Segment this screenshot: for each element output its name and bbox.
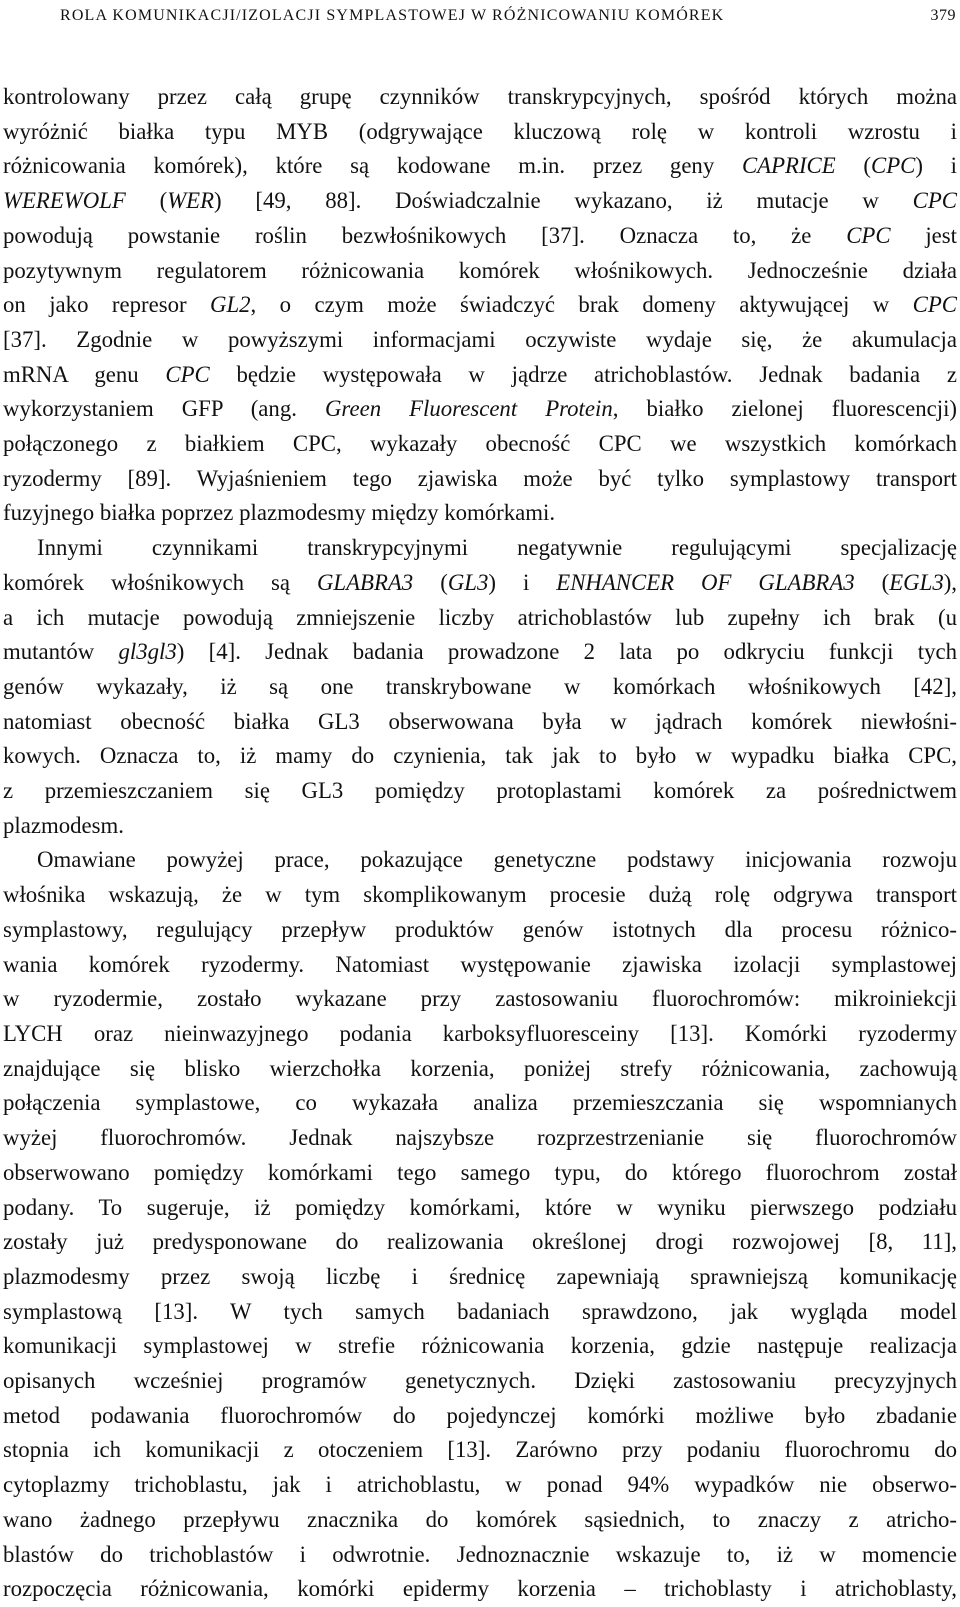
italic-term: CPC <box>846 222 891 248</box>
text-run: natomiast obecność białka GL3 obserwowana była w jądrach komórek niewłośni- <box>3 708 957 734</box>
text-run: włośnika wskazują, że w tym skomplikowanym procesie dużą rolę odgrywa transport <box>3 882 957 908</box>
text-line <box>3 462 957 497</box>
italic-term: WER <box>167 188 215 214</box>
text-line <box>3 635 957 670</box>
text-line <box>3 705 957 740</box>
text-run: symplastową [13]. W tych samych badaniach sprawdzono, jak wygląda model <box>3 1298 957 1324</box>
text-line <box>3 1329 957 1364</box>
text-run: podany. To sugeruje, iż pomiędzy komórkami, które w wyniku pierwszego podziału <box>3 1194 957 1220</box>
text-line <box>3 1017 957 1052</box>
text-line <box>3 982 957 1017</box>
text-run: metod podawania fluorochromów do pojedynczej komórki możliwe było zbadanie <box>3 1402 957 1428</box>
text-line <box>3 878 957 913</box>
text-run: ) [4]. Jednak badania prowadzone 2 lata po odkryciu funkcji tych <box>176 639 957 665</box>
text-line <box>3 948 957 983</box>
paragraph <box>3 531 957 843</box>
text-line <box>3 1433 957 1468</box>
text-run: ) i <box>488 569 557 595</box>
text-line <box>3 1572 957 1607</box>
text-line <box>3 1191 957 1226</box>
italic-term: Green Fluorescent Protein <box>324 396 613 422</box>
text-run: rozpoczęcia różnicowania, komórki epidermy korzenia – trichoblasty i atrichoblasty, <box>3 1576 957 1602</box>
italic-term: WEREWOLF <box>3 188 126 214</box>
italic-term: CAPRICE <box>741 153 836 179</box>
text-run: mRNA genu <box>3 361 166 387</box>
text-run: , białko zielonej fluorescencji) <box>612 396 958 422</box>
text-run: on jako represor <box>3 292 210 318</box>
text-run: pozytywnym regulatorem różnicowania komórek włośnikowych. Jednocześnie działa <box>3 257 957 283</box>
text-run: fuzyjnego białka poprzez plazmodesmy między komórkami. <box>3 500 556 526</box>
text-line <box>3 288 957 323</box>
paragraph <box>3 843 957 1606</box>
text-run: komunikacji symplastowej w strefie różnicowania korzenia, gdzie następuje realizacja <box>3 1333 957 1359</box>
running-header <box>60 4 956 28</box>
text-run: powodują powstanie roślin bezwłośnikowych [37]. Oznacza to, że <box>3 222 847 248</box>
text-line <box>3 1260 957 1295</box>
text-line <box>3 843 957 878</box>
text-run: ( <box>854 569 890 595</box>
text-line <box>3 115 957 150</box>
text-run: stopnia ich komunikacji z otoczeniem [13]. Zarówno przy podaniu fluorochromu do <box>3 1437 957 1463</box>
text-line <box>3 219 957 254</box>
italic-term: CPC <box>165 361 210 387</box>
text-run: ( <box>835 153 872 179</box>
text-line <box>3 601 957 636</box>
italic-term: CPC <box>871 153 916 179</box>
text-run: symplastowy, regulujący przepływ produktów genów istotnych dla procesu różnico- <box>3 916 957 942</box>
text-run: zostały już predysponowane do realizowania określonej drogi rozwojowej [8, 11], <box>3 1229 957 1255</box>
text-run: a ich mutacje powodują zmniejszenie liczby atrichoblastów lub zupełny ich brak (u <box>3 604 957 630</box>
text-line <box>3 531 957 566</box>
text-line <box>3 1538 957 1573</box>
italic-term: ENHANCER OF GLABRA3 <box>556 569 855 595</box>
text-run: mutantów <box>3 639 119 665</box>
text-run: będzie występowała w jądrze atrichoblastów. Jednak badania z <box>209 361 957 387</box>
text-line <box>3 80 957 115</box>
text-run: kowych. Oznacza to, iż mamy do czynienia, tak jak to było w wypadku białka CPC, <box>3 743 957 769</box>
text-line <box>3 739 957 774</box>
text-run: jest <box>890 222 958 248</box>
italic-term: gl3gl3 <box>118 639 177 665</box>
text-run: plazmodesm. <box>3 812 124 838</box>
text-run: połączonego z białkiem CPC, wykazały obecność CPC we wszystkich komórkach <box>3 431 957 457</box>
text-line <box>3 566 957 601</box>
text-line <box>3 254 957 289</box>
text-run: znajdujące się blisko wierzchołka korzenia, poniżej strefy różnicowania, zachowują <box>3 1055 957 1081</box>
text-run: z przemieszczaniem się GL3 pomiędzy protoplastami komórek za pośrednictwem <box>3 778 957 804</box>
italic-term: CPC <box>912 188 957 214</box>
text-run: Omawiane powyżej prace, pokazujące genetyczne podstawy inicjowania rozwoju <box>37 847 957 873</box>
body-text <box>3 80 957 1607</box>
text-run: wania komórek ryzodermy. Natomiast występowanie zjawiska izolacji symplastowej <box>3 951 957 977</box>
text-line <box>3 427 957 462</box>
text-run: różnicowania komórek), które są kodowane m.in. przez geny <box>3 153 742 179</box>
text-line <box>3 1052 957 1087</box>
text-run: genów wykazały, iż są one transkrybowane w komórkach włośnikowych [42], <box>3 673 957 699</box>
text-run: cytoplazmy trichoblastu, jak i atrichoblastu, w ponad 94% wypadków nie obserwo- <box>3 1472 957 1498</box>
text-line <box>3 358 957 393</box>
text-run: plazmodesmy przez swoją liczbę i średnicę zapewniają sprawniejszą komunikację <box>3 1263 957 1289</box>
text-run: ) [49, 88]. Doświadczalnie wykazano, iż mutacje w <box>214 188 913 214</box>
text-line <box>3 1086 957 1121</box>
text-run: wyżej fluorochromów. Jednak najszybsze rozprzestrzenianie się fluorochromów <box>3 1125 957 1151</box>
text-run: ) i <box>915 153 958 179</box>
text-line <box>3 1156 957 1191</box>
text-line <box>3 1295 957 1330</box>
text-run: ), <box>943 569 958 595</box>
page-number: 379 <box>930 7 956 24</box>
text-run: ryzodermy [89]. Wyjaśnieniem tego zjawiska może być tylko symplastowy transport <box>3 465 957 491</box>
text-run: ( <box>125 188 168 214</box>
text-run: wyróżnić białka typu MYB (odgrywające kluczową rolę w kontroli wzrostu i <box>3 118 957 144</box>
text-run: Innymi czynnikami transkrypcyjnymi negatywnie regulującymi specjalizację <box>37 535 957 561</box>
text-run: wykorzystaniem GFP (ang. <box>3 396 325 422</box>
text-line <box>3 1121 957 1156</box>
text-run: ( <box>413 569 448 595</box>
italic-term: GL2 <box>210 292 251 318</box>
text-run: wano żadnego przepływu znacznika do komórek sąsiednich, to znaczy z atricho- <box>3 1506 957 1532</box>
text-run: , o czym może świadczyć brak domeny aktywującej w <box>250 292 913 318</box>
italic-term: GL3 <box>447 569 489 595</box>
italic-term: GLABRA3 <box>316 569 414 595</box>
text-run: LYCH oraz nieinwazyjnego podania karboksyfluoresceiny [13]. Komórki ryzodermy <box>3 1020 957 1046</box>
text-run: połączenia symplastowe, co wykazała analiza przemieszczania się wspomnianych <box>3 1090 957 1116</box>
text-line <box>3 149 957 184</box>
text-line <box>3 809 957 844</box>
text-line <box>3 1225 957 1260</box>
text-run: kontrolowany przez całą grupę czynników transkrypcyjnych, spośród których można <box>3 84 957 109</box>
text-line <box>3 670 957 705</box>
paragraph <box>3 80 957 531</box>
text-run: [37]. Zgodnie w powyższymi informacjami oczywiste wydaje się, że akumulacja <box>3 326 957 352</box>
text-line <box>3 913 957 948</box>
text-line <box>3 1468 957 1503</box>
text-line <box>3 1399 957 1434</box>
text-run: obserwowano pomiędzy komórkami tego samego typu, do którego fluorochrom został <box>3 1159 957 1185</box>
text-line <box>3 323 957 358</box>
text-line <box>3 1503 957 1538</box>
text-run: blastów do trichoblastów i odwrotnie. Jednoznacznie wskazuje to, iż w momencie <box>3 1541 957 1567</box>
text-line <box>3 496 957 531</box>
running-title: ROLA KOMUNIKACJI/IZOLACJI SYMPLASTOWEJ W RÓŻNICOWANIU KOMÓREK <box>60 7 725 24</box>
text-line <box>3 1364 957 1399</box>
text-run: komórek włośnikowych są <box>3 569 317 595</box>
text-line <box>3 774 957 809</box>
text-run: w ryzodermie, zostało wykazane przy zastosowaniu fluorochromów: mikroiniekcji <box>3 986 957 1012</box>
italic-term: EGL3 <box>889 569 944 595</box>
italic-term: CPC <box>912 292 957 318</box>
text-line <box>3 392 957 427</box>
text-run: opisanych wcześniej programów genetycznych. Dzięki zastosowaniu precyzyjnych <box>3 1368 957 1394</box>
text-line <box>3 184 957 219</box>
